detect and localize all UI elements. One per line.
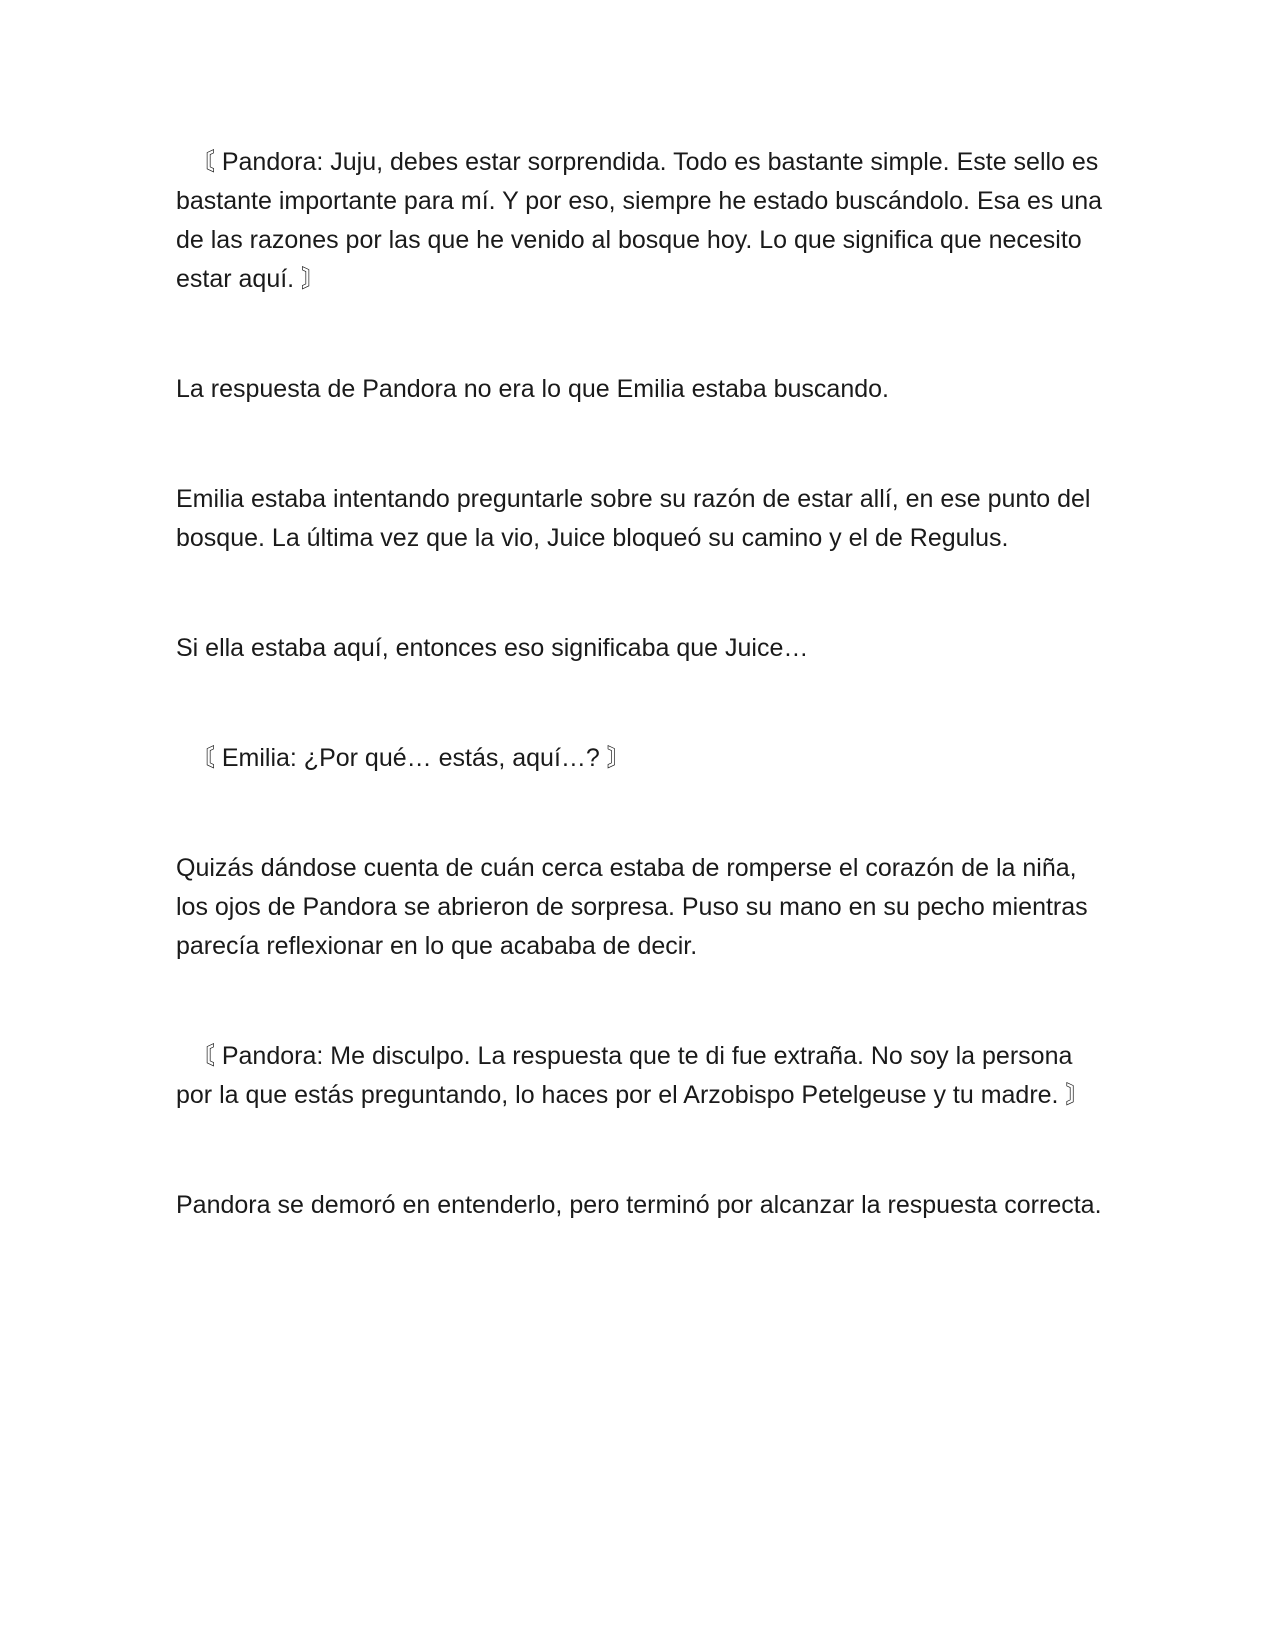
text-body [176,143,1109,1225]
paragraph-narration-1: La respuesta de Pandora no era lo que Emilia estaba buscando. [176,375,889,403]
paragraph-narration-3: Si ella estaba aquí, entonces eso significaba que Juice… [176,634,809,662]
paragraph-dialogue-pandora-1: 〘 Pandora: Juju, debes estar sorprendida. Todo es bastante simple. Este sello es bastante importante para mí. Y por eso, siempre he estado buscándolo. Esa es una de las razones por las que he venido al bosque hoy. Lo que significa que necesito estar aquí. 〙 [176,148,1109,293]
paragraph-narration-4: Quizás dándose cuenta de cuán cerca estaba de romperse el corazón de la niña, los ojos de Pandora se abrieron de sorpresa. Puso su mano en su pecho mientras parecía reflexionar en lo que acababa de decir. [176,854,1095,960]
paragraph-narration-2: Emilia estaba intentando preguntarle sobre su razón de estar allí, en ese punto del bosque. La última vez que la vio, Juice bloqueó su camino y el de Regulus. [176,485,1098,552]
paragraph-dialogue-pandora-2: 〘 Pandora: Me disculpo. La respuesta que te di fue extraña. No soy la persona por la que estás preguntando, lo haces por el Arzobispo Petelgeuse y tu madre. 〙 [176,1042,1091,1109]
paragraph-narration-5: Pandora se demoró en entenderlo, pero terminó por alcanzar la respuesta correcta. [176,1191,1102,1219]
paragraph-dialogue-emilia: 〘 Emilia: ¿Por qué… estás, aquí…? 〙 [176,744,632,772]
